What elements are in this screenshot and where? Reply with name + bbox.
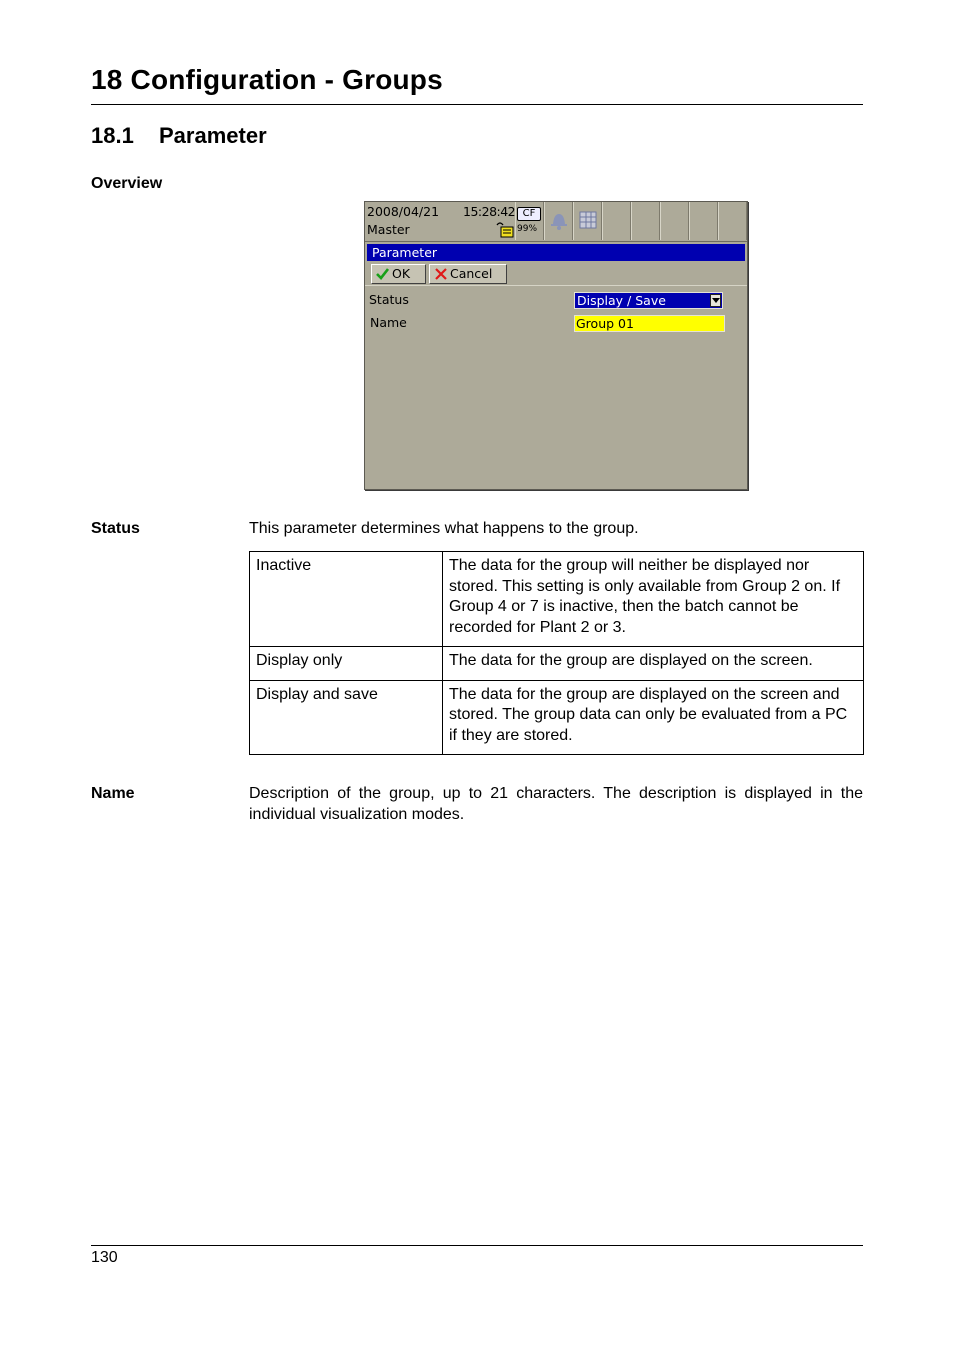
grid-icon xyxy=(578,210,598,230)
page-number: 130 xyxy=(91,1249,118,1266)
section-heading xyxy=(91,123,267,149)
function-button-3[interactable] xyxy=(660,202,689,240)
event-list-button[interactable] xyxy=(573,202,602,240)
name-description: Description of the group, up to 21 characters. The description is displayed in the individual visualization modes. xyxy=(249,785,863,823)
description-cell: The data for the group are displayed on the screen. xyxy=(443,647,864,681)
status-select-value: Display / Save xyxy=(577,293,666,308)
device-status-bar xyxy=(365,202,747,242)
function-button-1[interactable] xyxy=(602,202,631,240)
device-user: Master xyxy=(367,222,410,237)
cancel-button[interactable] xyxy=(429,264,507,284)
option-cell: Inactive xyxy=(250,552,443,647)
name-input-value: Group 01 xyxy=(576,316,634,331)
status-heading: Status xyxy=(91,520,140,537)
status-intro: This parameter determines what happens to the group. xyxy=(249,520,639,537)
device-time: 15:28:42 xyxy=(463,204,516,219)
device-date: 2008/04/21 xyxy=(367,204,440,219)
cancel-label: Cancel xyxy=(450,266,493,281)
ok-label: OK xyxy=(392,266,411,281)
option-cell: Display and save xyxy=(250,680,443,755)
device-screen xyxy=(364,201,748,490)
toolbar-divider xyxy=(365,285,747,286)
bell-icon xyxy=(549,210,569,230)
ok-button[interactable] xyxy=(371,264,426,284)
chapter-title: 18 Configuration - Groups xyxy=(91,64,443,95)
cf-percent: 99% xyxy=(517,224,538,234)
status-select[interactable] xyxy=(574,292,723,309)
function-button-5[interactable] xyxy=(718,202,747,240)
chapter-divider xyxy=(91,104,863,105)
status-options-table xyxy=(249,551,864,755)
overview-label: Overview xyxy=(91,175,163,192)
close-icon xyxy=(435,268,447,280)
function-button-4[interactable] xyxy=(689,202,718,240)
status-field-label: Status xyxy=(369,292,409,307)
lock-icon xyxy=(493,221,515,239)
dropdown-button[interactable] xyxy=(710,294,721,307)
option-cell: Display only xyxy=(250,647,443,681)
footer-divider xyxy=(91,1245,863,1246)
table-row xyxy=(250,680,864,755)
table-row xyxy=(250,647,864,681)
cf-card-icon: CF xyxy=(517,207,541,221)
cf-card-status xyxy=(515,202,544,240)
section-title: Parameter xyxy=(159,123,267,148)
name-field-label: Name xyxy=(370,315,407,330)
window-title-bar xyxy=(367,244,745,261)
alarm-button[interactable] xyxy=(544,202,573,240)
section-number: 18.1 xyxy=(91,123,134,148)
name-heading: Name xyxy=(91,785,135,802)
table-row xyxy=(250,552,864,647)
window-title: Parameter xyxy=(372,245,438,260)
description-cell: The data for the group will neither be displayed nor stored. This setting is only available from Group 2 on. If Group 4 or 7 is inactive, then the batch cannot be recorded for Plant 2 or 3. xyxy=(443,552,864,647)
chevron-down-icon xyxy=(712,298,720,304)
name-input[interactable] xyxy=(574,315,725,332)
checkmark-icon xyxy=(376,268,389,280)
function-button-2[interactable] xyxy=(631,202,660,240)
description-cell: The data for the group are displayed on the screen and stored. The group data can only be evaluated from a PC if they are stored. xyxy=(443,680,864,755)
